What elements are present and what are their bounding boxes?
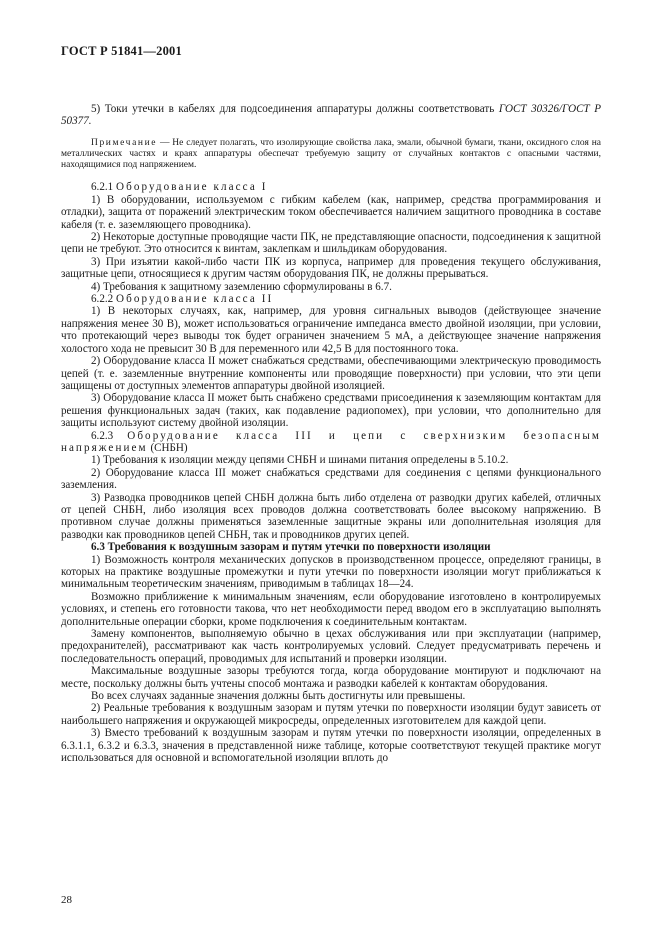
paragraph: 3) Оборудование класса II может быть снабжено средствами присоединения к заземляющим контактам для решения функциональных задач (таких, как подавление радиопомех), при условии, что дополнительно для защиты используют систему двойной изоляции. bbox=[61, 392, 601, 430]
section-title: Оборудование класса II bbox=[115, 293, 274, 306]
paragraph: 1) В некоторых случаях, как, например, для уровня сигнальных выводов (действующее значение напряжения менее 30 В), может использоваться ограничение импеданса вместо двойной изоляции, при условии, что протекающий через выводы ток будет ограничен значением 5 мА, а действующее значение напряжения холостого хода не превысит 30 В для переменного или 42,5 В для постоянного тока. bbox=[61, 305, 601, 355]
paragraph: 5) Токи утечки в кабелях для подсоединения аппаратуры должны соответствовать ГОСТ 30326/ГОСТ Р 50377. bbox=[61, 103, 602, 128]
section-heading bbox=[61, 181, 601, 193]
paragraph: 2) Оборудование класса III может снабжаться средствами для соединения с цепями функционального заземления. bbox=[61, 466, 601, 492]
note bbox=[61, 138, 601, 172]
section-title: Оборудование класса III и цепи с сверхнизким безопасным напряжением bbox=[61, 429, 601, 454]
section-heading bbox=[61, 430, 601, 455]
paragraph: 3) При изъятии какой-либо части ПК из корпуса, например для проведения текущего обслуживания, защитные цепи, относящиеся к другим частям оборудования ПК, не должны прерываться. bbox=[61, 255, 601, 281]
paragraph: 2) Реальные требования к воздушным зазорам и путям утечки по поверхности изоляции будут зависеть от наибольшего напряжения и окружающей микросреды, определенных изготовителем для каждой цепи. bbox=[61, 702, 601, 727]
paragraph: Максимальные воздушные зазоры требуются тогда, когда оборудование монтируют и подключают на месте, поскольку должны быть учтены способ монтажа и разводки кабелей к контактам оборудования. bbox=[61, 665, 601, 690]
paragraph: 4) Требования к защитному заземлению сформулированы в 6.7. bbox=[91, 280, 392, 293]
paragraph: Во всех случаях заданные значения должны быть достигнуты или превышены. bbox=[91, 690, 466, 703]
paragraph: 1) Требования к изоляции между цепями СНБН и шинами питания определены в 5.10.2. bbox=[91, 454, 509, 467]
paragraph: Замену компонентов, выполняемую обычно в цехах обслуживания или при эксплуатации (например, предохранителей), рассматривают как часть контролируемых условий. Следует предусматривать перечень и последовательность операций, проводимых для испытаний и проверки изоляции. bbox=[61, 628, 601, 665]
paragraph: 2) Оборудование класса II может снабжаться средствами, обеспечивающими электрическую проводимость цепей (т. е. заземленные внутренние компоненты или проводящие поверхности) при условии, что эти цепи защищены от доступных элементов аппаратуры двойной изоляцией. bbox=[61, 355, 601, 392]
paragraph: 3) Вместо требований к воздушным зазорам и путям утечки по поверхности изоляции, определенных в 6.3.1.1, 6.3.2 и 6.3.3, значения в представленной ниже таблице, которые соответствуют текущей практике могут использоваться для основной и вспомогательной изоляции вплоть до bbox=[61, 727, 601, 765]
document-body bbox=[61, 103, 601, 765]
section-number: 6.2.1 bbox=[91, 181, 114, 194]
paragraph: 3) Разводка проводников цепей СНБН должна быть либо отделена от разводки других кабелей, отличных от цепей СНБН, либо изоляция всех проводов должна соответствовать более высокому напряжению. В противном случае должны применяться заземленные защитные экраны или дополнительная изоляция для разводки как проводников цепей СНБН, так и проводников других цепей. bbox=[61, 491, 601, 541]
section-number: 6.2.2 bbox=[91, 293, 114, 306]
section-title: Оборудование класса I bbox=[115, 181, 268, 194]
note-label: Примечание bbox=[91, 137, 158, 148]
subsection-heading: 6.3 Требования к воздушным зазорам и путям утечки по поверхности изоляции bbox=[91, 541, 491, 554]
note-text: — Не следует полагать, что изолирующие свойства лака, эмали, обычной бумаги, ткани, оксидного слоя на металлических частях и краях аппаратуры обеспечат требуемую защиту от случайных контактов с опасными частями, находящимися под напряжением. bbox=[61, 137, 601, 171]
page-number: 28 bbox=[61, 894, 72, 906]
paragraph: 1) В оборудовании, используемом с гибким кабелем (как, например, средства программирования и отладки), защита от поражений электрическим током обеспечивается наличием защитного проводника в составе кабеля (т. е. заземляющего проводника). bbox=[61, 193, 601, 231]
section-heading bbox=[61, 293, 601, 305]
paragraph: 2) Некоторые доступные проводящие части ПК, не представляющие опасности, подсоединения к защитной цепи не требуют. Это относится к винтам, заклепкам и шильдикам оборудования. bbox=[61, 231, 601, 256]
section-number: 6.2.3 bbox=[91, 429, 114, 442]
paragraph: Возможно приближение к минимальным значениям, если оборудование изготовлено в контролируемых условиях, и степень его готовности такова, что нет необходимости перед вводом его в эксплуатацию выполнять дополнительные операции сборки, кроме подключения к соединительным контактам. bbox=[61, 590, 601, 628]
standard-reference: ГОСТ 30326/ГОСТ Р 50377. bbox=[61, 103, 602, 128]
page-header: ГОСТ Р 51841—2001 bbox=[61, 44, 182, 58]
paragraph: 1) Возможность контроля механических допусков в производственном процессе, определяют границы, в которых на практике воздушные промежутки и пути утечки по поверхности изоляции могут приближаться к минимальным теоретическим значениям, приводимым в таблицах 18—24. bbox=[61, 553, 601, 591]
section-title-suffix: (СНБН) bbox=[147, 441, 188, 454]
